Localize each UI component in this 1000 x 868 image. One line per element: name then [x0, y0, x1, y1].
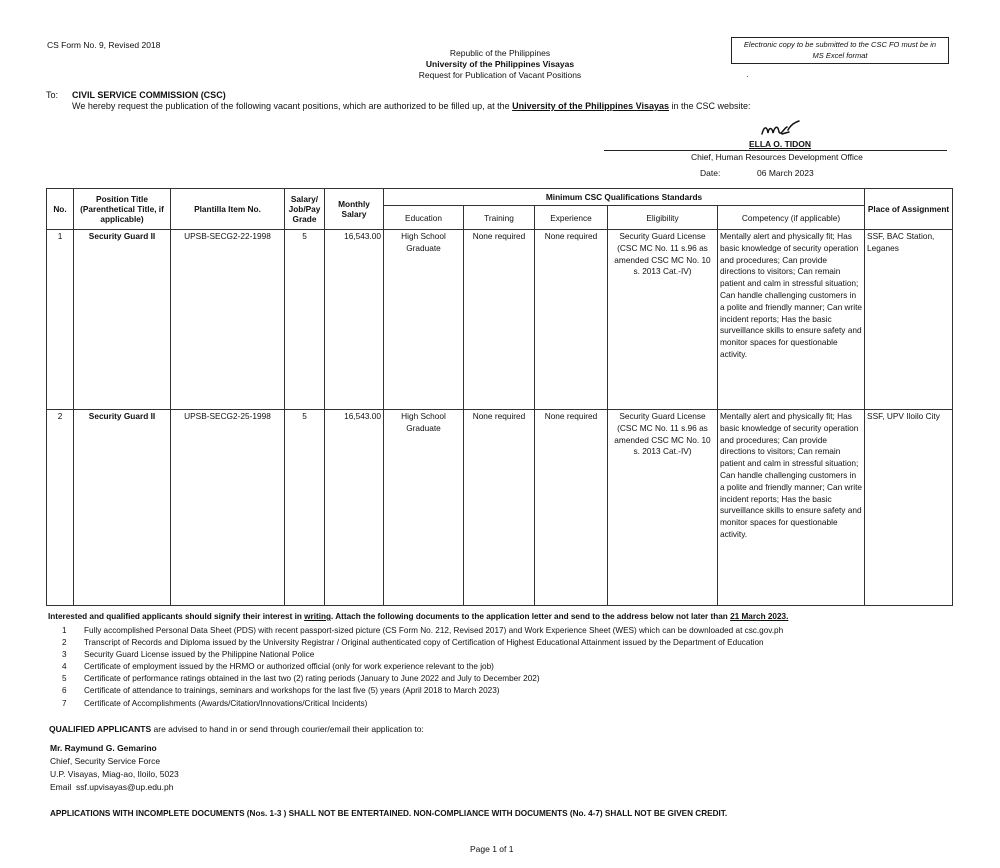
item-number: 7: [62, 698, 67, 708]
contact-email-row: [50, 781, 179, 794]
item-number: 4: [62, 662, 67, 672]
form-number: CS Form No. 9, Revised 2018: [47, 40, 161, 50]
item-number: 2: [62, 638, 67, 648]
cell-position: Security Guard II: [74, 410, 171, 606]
item-text: Fully accomplished Personal Data Sheet (PDS) with recent passport-sized picture (CS Form No. 212, Revised 2017) and Work Experience Sheet (WES) which can be downloaded at csc.gov.ph: [84, 626, 784, 635]
cell-place: SSF, BAC Station, Leganes: [865, 230, 953, 410]
cell-competency: Mentally alert and physically fit; Has basic knowledge of security operation and procedures; Can provide directions to visitors; Can remain patient and calm in stressful situation; Can handle challenging customers in a polite and friendly manner; Can write incident reports; Has the basic surveillance skills to ensure safety and monitor spaces for questionable activity.: [718, 410, 865, 606]
header-request-title: Request for Publication of Vacant Positions: [418, 70, 582, 80]
vacant-positions-table: [46, 188, 953, 606]
requirements-list: [48, 625, 783, 710]
header-min-csc: Minimum CSC Qualifications Standards: [384, 189, 865, 206]
cell-competency: Mentally alert and physically fit; Has basic knowledge of security operation and procedures; Can provide directions to visitors; Can remain patient and calm in stressful situation; Can handle challenging customers in a polite and friendly manner; Can write incident reports; Has the basic surveillance skills to ensure safety and monitor spaces for questionable activity.: [718, 230, 865, 410]
list-item: [48, 637, 783, 649]
request-sentence: [72, 101, 972, 111]
item-number: 5: [62, 674, 67, 684]
cell-education: High School Graduate: [384, 410, 464, 606]
item-text: Transcript of Records and Diploma issued by the University Registrar / Original authenticated copy of Certification of Highest Educational Attainment issued by the Department of Education: [84, 638, 764, 648]
header-experience: Experience: [535, 206, 608, 230]
request-university: University of the Philippines Visayas: [512, 101, 669, 111]
request-after: in the CSC website:: [669, 101, 751, 111]
header-university: University of the Philippines Visayas: [425, 59, 575, 69]
cell-no: 2: [47, 410, 74, 606]
cell-salary: 16,543.00: [325, 410, 384, 606]
item-text: Certificate of performance ratings obtained in the last two (2) rating periods (January to June 2022 and July to December 202): [84, 674, 540, 684]
cell-grade: 5: [285, 230, 325, 410]
signature-icon: [758, 118, 806, 140]
cell-eligibility: Security Guard License (CSC MC No. 11 s.96 as amended CSC MC No. 10 s. 2013 Cat.-IV): [608, 410, 718, 606]
cell-place: SSF, UPV Iloilo City: [865, 410, 953, 606]
list-item: [48, 698, 783, 710]
qualified-applicants-note: [49, 724, 424, 734]
list-item: [48, 673, 783, 685]
request-before: We hereby request the publication of the following vacant positions, which are authorized to be filled up, at the: [72, 101, 513, 111]
header-training: Training: [464, 206, 535, 230]
cell-position: Security Guard II: [74, 230, 171, 410]
signatory-name: ELLA O. TIDON: [749, 139, 812, 149]
item-number: 3: [62, 650, 67, 660]
item-text: Certificate of attendance to trainings, seminars and workshops for the last five (5) years (April 2018 to March 2023): [84, 686, 500, 696]
item-number: 6: [62, 686, 67, 696]
instructions-paragraph: [48, 612, 968, 621]
cell-training: None required: [464, 230, 535, 410]
instructions-deadline: 21 March 2023.: [730, 612, 789, 621]
header-plantilla: Plantilla Item No.: [171, 189, 285, 230]
qualified-rest: are advised to hand in or send through courier/email their application to:: [151, 724, 424, 734]
electronic-copy-note: [731, 37, 949, 64]
email-label: Email: [50, 782, 72, 792]
instructions-before: Interested and qualified applicants should signify their interest in: [48, 612, 305, 621]
item-number: 1: [62, 626, 67, 635]
cell-eligibility: Security Guard License (CSC MC No. 11 s.96 as amended CSC MC No. 10 s. 2013 Cat.-IV): [608, 230, 718, 410]
header-salary-grade: Salary/ Job/Pay Grade: [285, 189, 325, 230]
list-item: [48, 661, 783, 673]
list-item: [48, 685, 783, 697]
contact-name: Mr. Raymund G. Gemarino: [50, 743, 157, 753]
item-text: Security Guard License issued by the Philippine National Police: [84, 650, 315, 660]
to-label: To:: [46, 90, 59, 100]
header-position: Position Title (Parenthetical Title, if applicable): [74, 189, 171, 230]
instructions-writing: writing: [304, 612, 331, 621]
list-item: [48, 649, 783, 661]
cell-experience: None required: [535, 410, 608, 606]
stray-mark: ·: [746, 72, 749, 81]
cell-training: None required: [464, 410, 535, 606]
contact-address: U.P. Visayas, Miag-ao, Iloilo, 5023: [50, 769, 179, 779]
qualified-bold: QUALIFIED APPLICANTS: [49, 724, 152, 734]
contact-title: Chief, Security Service Force: [50, 756, 161, 766]
table-row: [47, 410, 953, 606]
electronic-note-line2: MS Excel format: [812, 51, 868, 60]
date-label: Date:: [700, 168, 721, 178]
cell-grade: 5: [285, 410, 325, 606]
email-address[interactable]: ssf.upvisayas@up.edu.ph: [76, 782, 174, 792]
item-text: Certificate of Accomplishments (Awards/Citation/Innovations/Critical Incidents): [84, 698, 368, 708]
cell-experience: None required: [535, 230, 608, 410]
compliance-warning: APPLICATIONS WITH INCOMPLETE DOCUMENTS (Nos. 1-3 ) SHALL NOT BE ENTERTAINED. NON-COMPLIANCE WITH DOCUMENTS (No. 4-7) SHALL NOT BE GIVEN CREDIT.: [50, 809, 728, 818]
signature-divider: [604, 150, 947, 151]
contact-block: [50, 742, 179, 794]
addressee: CIVIL SERVICE COMMISSION (CSC): [72, 90, 226, 100]
signatory-title: Chief, Human Resources Development Office: [691, 152, 863, 162]
header-no: No.: [47, 189, 74, 230]
header-eligibility: Eligibility: [608, 206, 718, 230]
header-competency: Competency (if applicable): [718, 206, 865, 230]
cell-plantilla: UPSB-SECG2-25-1998: [171, 410, 285, 606]
item-text: Certificate of employment issued by the HRMO or authorized official (only for work experience relevant to the job): [84, 662, 494, 672]
cell-no: 1: [47, 230, 74, 410]
cell-education: High School Graduate: [384, 230, 464, 410]
header-monthly-salary: Monthly Salary: [325, 189, 384, 230]
date-value: 06 March 2023: [757, 168, 814, 178]
header-education: Education: [384, 206, 464, 230]
cell-salary: 16,543.00: [325, 230, 384, 410]
list-item: [48, 625, 783, 637]
cell-plantilla: UPSB-SECG2-22-1998: [171, 230, 285, 410]
table-row: [47, 230, 953, 410]
header-republic: Republic of the Philippines: [449, 48, 551, 58]
instructions-middle: . Attach the following documents to the application letter and send to the address below not later than: [330, 612, 731, 621]
electronic-note-line1: Electronic copy to be submitted to the CSC FO must be in: [743, 40, 937, 49]
page-number: Page 1 of 1: [470, 844, 514, 854]
header-place: Place of Assignment: [865, 189, 953, 230]
